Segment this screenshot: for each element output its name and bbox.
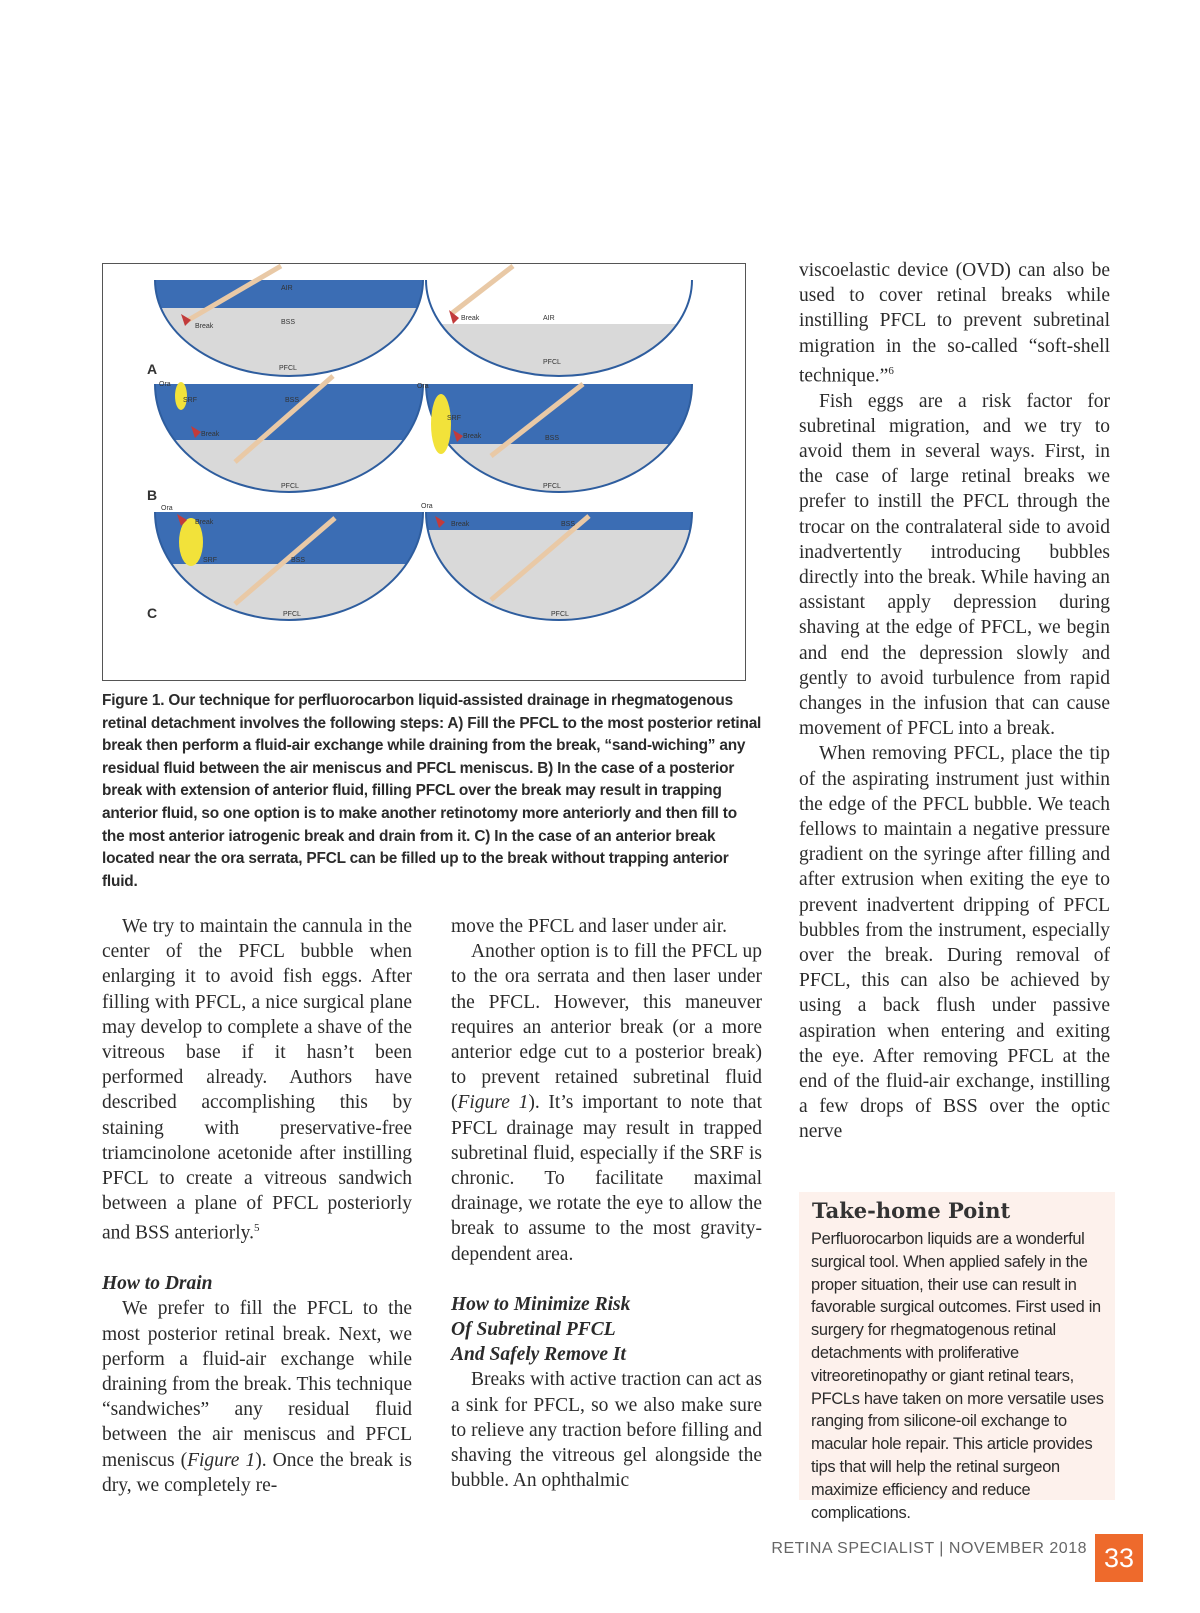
svg-text:Break: Break (195, 519, 214, 526)
sidebar-title: Take-home Point (812, 1198, 1011, 1223)
svg-text:AIR: AIR (281, 285, 293, 292)
publication-name: RETINA SPECIALIST (771, 1540, 935, 1557)
svg-text:BSS: BSS (561, 521, 576, 528)
pfcl-drainage-diagram (103, 264, 745, 680)
svg-text:PFCL: PFCL (543, 359, 561, 366)
svg-text:BSS: BSS (281, 319, 296, 326)
col3-paragraph-2: When removing PFCL, place the tip of the aspirating instrument just within the edge of the PFCL bubble. We teach fellows to maintain a negative pressure gradient on the syringe after filling and after extrusion when exiting the eye to prevent inadvertent dripping of PFCL bubbles from the instrument, especially over the break. During removal of PFCL, this can also be achieved by using a back flush under passive aspiration when entering and exiting the eye. After removing PFCL at the end of the fluid-air exchange, instilling a few drops of BSS over the optic nerve (799, 743, 1110, 1143)
svg-text:Break: Break (463, 433, 482, 440)
issue-date: NOVEMBER 2018 (948, 1540, 1087, 1557)
col2-paragraph-0: move the PFCL and laser under air. (451, 916, 728, 937)
col1-paragraph-2: We prefer to fill the PFCL to the most posterior retinal break. Next, we perform a fluid-air exchange while draining from the break. This technique “sandwiches” any residual fluid between the air meniscus and PFCL meniscus (Figure 1). Once the break is dry, we completely re- (102, 1298, 412, 1496)
sidebar-body: Perfluorocarbon liquids are a wonderful surgical tool. When applied safely in the proper situation, their use can result in favorable surgical outcomes. First used in surgery for rhegmatogenous retinal detachments with proliferative vitreoretinopathy or giant retinal tears, PFCLs have taken on more versatile uses ranging from silicone-oil exchange to macular hole repair. This article provides tips that will help the retinal surgeon maximize efficiency and reduce complications. (811, 1230, 1104, 1522)
section-heading-how-to-drain: How to Drain (102, 1273, 213, 1295)
svg-text:Break: Break (451, 521, 470, 528)
svg-text:Ora: Ora (161, 505, 173, 512)
column-3 (799, 258, 1110, 1145)
svg-text:PFCL: PFCL (551, 611, 569, 618)
figure-1-diagram (102, 263, 746, 681)
section-heading-minimize-risk: How to Minimize Risk Of Subretinal PFCL And Safely Remove It (451, 1293, 631, 1366)
page-footer (0, 1540, 1087, 1558)
svg-text:Ora: Ora (421, 503, 433, 510)
diagram-c-left (143, 504, 443, 644)
diagram-b-right (417, 374, 703, 514)
column-1 (102, 914, 412, 1498)
svg-text:PFCL: PFCL (283, 611, 301, 618)
col3-paragraph-0: viscoelastic device (OVD) can also be used to cover retinal breaks while instilling PFCL to prevent subretinal migration in the so-called “soft-shell technique.”$^6$ (799, 260, 1110, 387)
svg-text:BSS: BSS (291, 557, 306, 564)
row-label-a: A (147, 361, 158, 377)
svg-text:SRF: SRF (183, 397, 197, 404)
svg-text:PFCL: PFCL (281, 483, 299, 490)
diagram-c-right (421, 503, 703, 644)
svg-text:PFCL: PFCL (279, 365, 297, 372)
diagram-b-left (143, 374, 443, 514)
col2-paragraph-2: Breaks with active traction can act as a sink for PFCL, so we also make sure to relieve any traction before filling and shaving the vitreous gel alongside the bubble. An ophthalmic (451, 1369, 762, 1492)
page-number: 33 (1095, 1534, 1143, 1582)
svg-text:Break: Break (461, 315, 480, 322)
svg-text:Break: Break (201, 431, 220, 438)
diagram-a-left (143, 264, 443, 394)
row-label-c: C (147, 605, 158, 621)
svg-text:SRF: SRF (447, 415, 461, 422)
svg-text:Ora: Ora (159, 381, 171, 388)
figure-caption: Figure 1. Our technique for perfluorocarbon liquid-assisted drainage in rhegmatogenous retinal detachment involves the following steps: A) Fill the PFCL to the most posterior retinal break then perform a fluid-air exchange while draining from the break, “sand-wiching” any residual fluid between the air meniscus and PFCL meniscus. B) In the case of a posterior break with extension of anterior fluid, filling PFCL over the break may result in trapping anterior fluid, so one option is to make another retinotomy more anteriorly and then fill to the most anterior iatrogenic break and drain from it. C) In the case of an anterior break located near the ora serrata, PFCL can be filled up to the break without trapping anterior fluid. (102, 692, 762, 890)
svg-text:SRF: SRF (203, 557, 217, 564)
svg-text:AIR: AIR (543, 315, 555, 322)
svg-text:BSS: BSS (545, 435, 560, 442)
col1-paragraph-1: We try to maintain the cannula in the center of the PFCL bubble when enlarging it to avoid fish eggs. After filling with PFCL, a nice surgical plane may develop to complete a shave of the vitreous base if it hasn’t been performed already. Authors have described accomplishing this by staining with preservative-free triamcinolone acetonide after instilling PFCL to create a vitreous sandwich between a plane of PFCL posteriorly and BSS anteriorly.$^5$ (102, 916, 412, 1244)
column-2 (451, 914, 762, 1493)
row-label-b: B (147, 487, 158, 503)
svg-text:BSS: BSS (285, 397, 300, 404)
svg-text:PFCL: PFCL (543, 483, 561, 490)
svg-text:Break: Break (195, 323, 214, 330)
col2-paragraph-1: Another option is to fill the PFCL up to the ora serrata and then laser under the PFCL. However, this maneuver requires an anterior break (or a more anterior edge cut to a posterior break) to prevent retained subretinal fluid (Figure 1). It’s important to note that PFCL drainage may result in trapped subretinal fluid, especially if the SRF is chronic. To facilitate maximal drainage, we rotate the eye to allow the break to assume to the most gravity-dependent area. (451, 941, 762, 1265)
diagram-a-right (423, 264, 703, 394)
footer-separator: | (939, 1540, 944, 1557)
svg-text:Ora: Ora (417, 383, 429, 390)
col3-paragraph-1: Fish eggs are a risk factor for subretinal migration, and we try to avoid them in several ways. First, in the case of large retinal breaks we prefer to instill the PFCL through the trocar on the contralateral side to avoid inadvertently introducing bubbles directly into the break. While having an assistant apply depression during shaving at the edge of PFCL, we begin and end the depression slowly and gently to avoid turbulence from rapid changes in the infusion that can cause movement of PFCL into a break. (799, 390, 1110, 740)
